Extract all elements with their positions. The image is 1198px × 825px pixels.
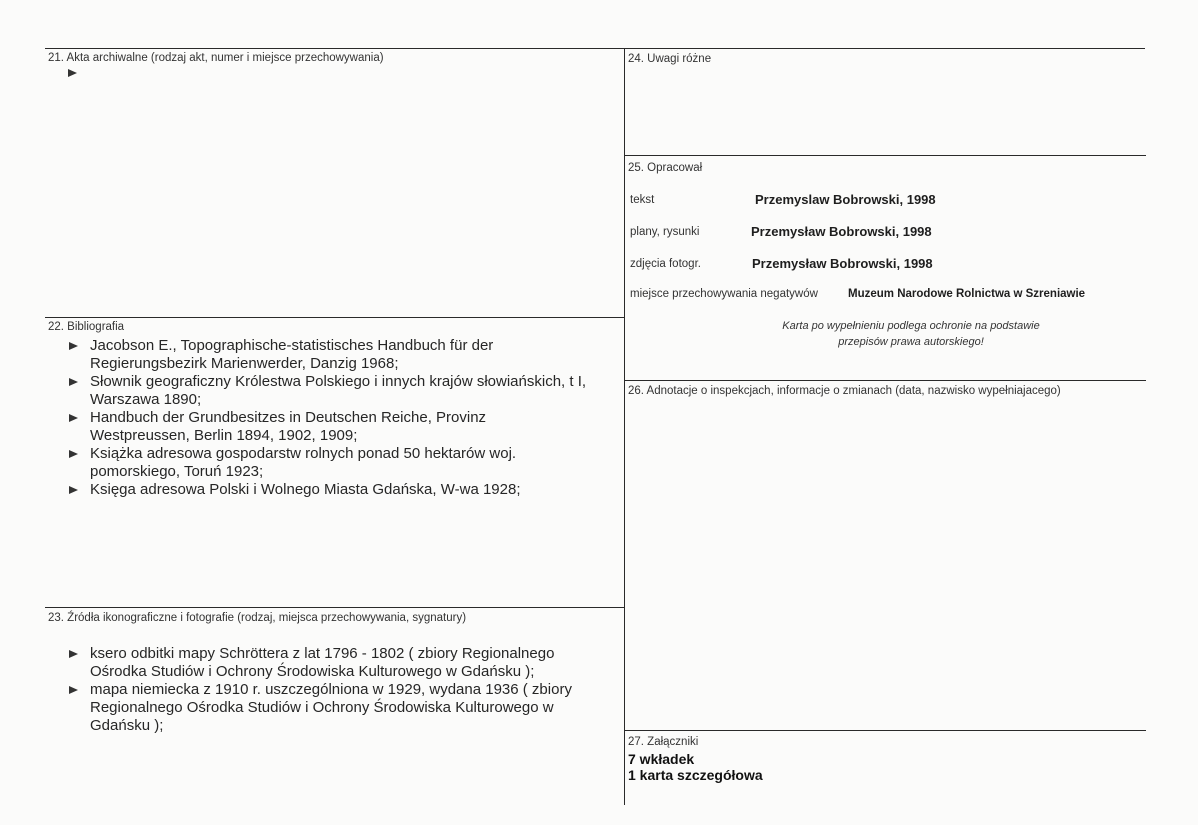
bullet-arrow-icon <box>69 342 78 350</box>
divider-25-26 <box>624 380 1146 381</box>
bullet-arrow-icon <box>69 378 78 386</box>
section-23-label: 23. Źródła ikonograficzne i fotografie (rodzaj, miejsca przechowywania, sygnatury) <box>48 612 467 624</box>
list-item: Handbuch der Grundbesitzes in Deutschen Reiche, Provinz Westpreussen, Berlin 1894, 1902, 1909; <box>66 409 626 445</box>
divider-24-25 <box>624 155 1146 156</box>
bullet-arrow-icon <box>69 686 78 694</box>
photos-author-value: Przemysław Bobrowski, 1998 <box>752 256 933 271</box>
section-27-label: 27. Załączniki <box>628 736 699 748</box>
bullet-arrow-icon <box>69 486 78 494</box>
list-item: mapa niemiecka z 1910 r. uszczególniona w 1929, wydana 1936 ( zbiory Regionalnego Ośrodka Studiów i Ochrony Środowiska Kulturowego w Gdańsku ); <box>66 681 626 735</box>
bullet-arrow-icon <box>68 69 77 77</box>
list-item: Książka adresowa gospodarstw rolnych ponad 50 hektarów woj. pomorskiego, Toruń 1923; <box>66 445 626 481</box>
photos-author-label: zdjęcia fotogr. <box>630 258 701 270</box>
iconography-list <box>66 645 626 735</box>
bullet-arrow-icon <box>69 414 78 422</box>
divider-22-23 <box>45 607 624 608</box>
section-21-label: 21. Akta archiwalne (rodzaj akt, numer i miejsce przechowywania) <box>48 52 384 64</box>
negatives-storage-value: Muzeum Narodowe Rolnictwa w Szreniawie <box>848 288 1086 300</box>
bullet-arrow-icon <box>69 650 78 658</box>
list-item: Słownik geograficzny Królestwa Polskiego i innych krajów słowiańskich, t I, Warszawa 1890; <box>66 373 626 409</box>
copyright-note-line-1: Karta po wypełnieniu podlega ochronie na podstawie <box>782 320 1040 332</box>
text-author-label: tekst <box>630 194 655 206</box>
list-item: Księga adresowa Polski i Wolnego Miasta Gdańska, W-wa 1928; <box>66 481 626 499</box>
list-item: Jacobson E., Topographische-statistisches Handbuch für der Regierungsbezirk Marienwerder, Danzig 1968; <box>66 337 626 373</box>
plans-author-value: Przemysław Bobrowski, 1998 <box>751 224 932 239</box>
divider-26-27 <box>624 730 1146 731</box>
section-26-label: 26. Adnotacje o inspekcjach, informacje o zmianach (data, nazwisko wypełniajacego) <box>628 385 1061 397</box>
section-24-label: 24. Uwagi różne <box>628 53 712 65</box>
bibliography-list <box>66 337 626 499</box>
copyright-note-line-2: przepisów prawa autorskiego! <box>838 336 984 348</box>
negatives-storage-label: miejsce przechowywania negatywów <box>630 288 818 300</box>
attachments-detail-card: 1 karta szczegółowa <box>628 767 763 783</box>
attachments-inserts: 7 wkładek <box>628 751 695 767</box>
text-author-value: Przemyslaw Bobrowski, 1998 <box>755 192 936 207</box>
section-22-label: 22. Bibliografia <box>48 321 125 333</box>
plans-author-label: plany, rysunki <box>630 226 700 238</box>
divider-21-22 <box>45 317 624 318</box>
section-25-label: 25. Opracował <box>628 162 703 174</box>
bullet-arrow-icon <box>69 450 78 458</box>
top-border <box>45 48 1145 49</box>
list-item: ksero odbitki mapy Schröttera z lat 1796 - 1802 ( zbiory Regionalnego Ośrodka Studiów i Ochrony Środowiska Kulturowego w Gdańsku ); <box>66 645 626 681</box>
